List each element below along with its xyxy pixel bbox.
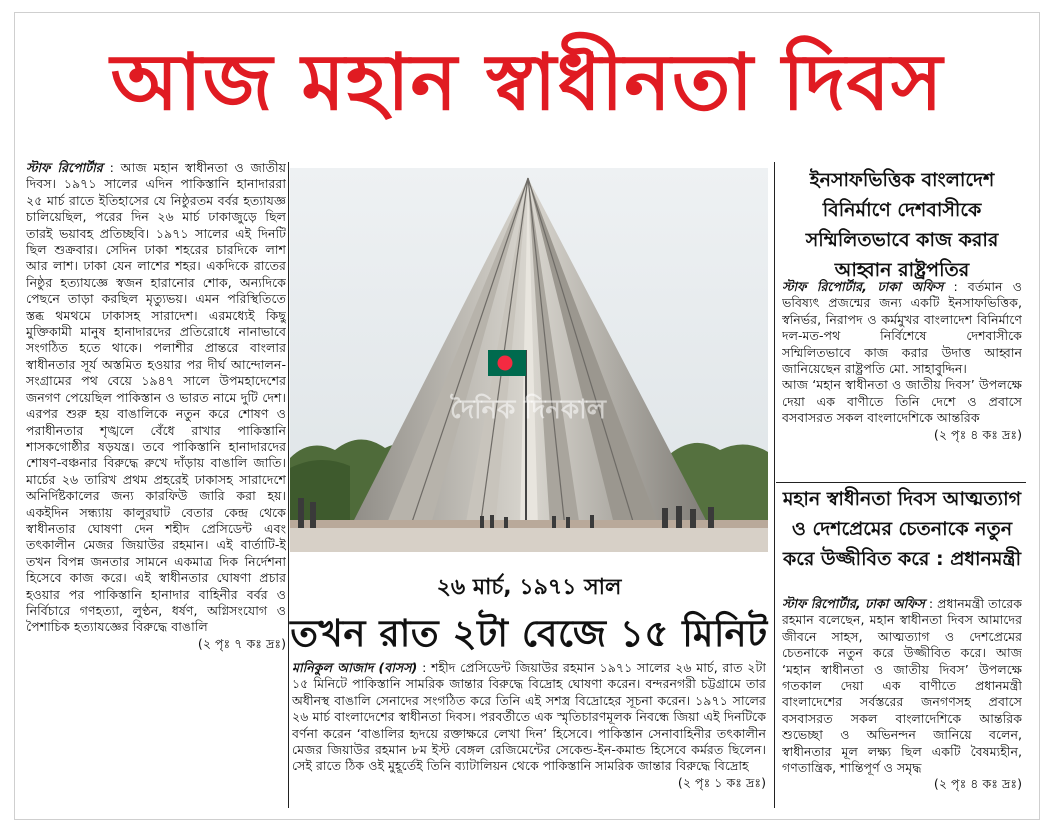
column-divider-left — [288, 162, 289, 808]
left-article-continuation: (২ পৃঃ ৭ কঃ দ্রঃ) — [197, 635, 286, 651]
column-divider-right — [774, 162, 775, 808]
main-headline: আজ মহান স্বাধীনতা দিবস — [110, 38, 944, 128]
newspaper-watermark: দৈনিক দিনকাল — [449, 395, 607, 425]
right-article-1-headline: ইনসাফভিত্তিক বাংলাদেশ বিনির্মাণে দেশবাসীকে সম্মিলিতভাবে কাজ করার আহ্বান রাষ্ট্রপতির — [805, 169, 999, 281]
center-article-body — [292, 660, 766, 775]
right-article-1-byline: স্টাফ রিপোর্টার, ঢাকা অফিস — [782, 279, 944, 294]
center-article-text: : শহীদ প্রেসিডেন্ট জিয়াউর রহমান ১৯৭১ সালের ২৬ মার্চ, রাত ২টা ১৫ মিনিটে পাকিস্তানি সামরিক জান্তার বিরুদ্ধে বিদ্রোহ ঘোষণা করেন। বন্দরনগরী চট্টগ্রামে তার অধীনস্থ বাঙালি সেনাদের সংগঠিত করে তিনি এই সশস্ত্র বিদ্রোহের সূচনা করেন। ১৯৭১ সালের ২৬ মার্চ বাংলাদেশের স্বাধীনতা দিবস। পরবর্তীতে এক স্মৃতিচারণমূলক নিবন্ধে জিয়া এই দিনটিকে বর্ণনা করেন ‘বাঙালির হৃদয়ে রক্তাক্ষরে লেখা দিন’ হিসেবে। পাকিস্তান সেনাবাহিনীর তৎকালীন মেজর জিয়াউর রহমান ৮ম ইস্ট বেঙ্গল রেজিমেন্টের সেকেন্ড-ইন-কমান্ড হিসেবে কর্মরত ছিলেন। সেই রাতে ঠিক ওই মুহূর্তেই তিনি ব্যাটালিয়ন থেকে পাকিস্তানি সামরিক জান্তার বিরুদ্ধে বিদ্রোহ — [292, 660, 766, 774]
center-article-byline: মানিকুল আজাদ (বাসস) — [292, 660, 418, 675]
center-article — [292, 660, 766, 810]
right-article-1-body — [782, 279, 1022, 377]
right-article-1-text: : বর্তমান ও ভবিষ্যৎ প্রজন্মের জন্য একটি ইনসাফভিত্তিক, স্বনির্ভর, নিরাপদ ও কর্মমুখর বাংলাদেশ বিনির্মাণে দল-মত-পথ নির্বিশেষে দেশবাসীকে সম্মিলিতভাবে কাজ করার উদাত্ত আহ্বান জানিয়েছেন রাষ্ট্রপতি মো. সাহাবুদ্দিন। — [782, 279, 1022, 377]
right-article-1-continuation: (২ পৃঃ ৪ কঃ দ্রঃ) — [933, 426, 1022, 442]
right-article-1 — [782, 279, 1022, 479]
right-article-divider — [776, 482, 1026, 483]
right-article-2-byline: স্টাফ রিপোর্টার, ঢাকা অফিস — [782, 596, 925, 611]
right-article-2-continuation: (২ পৃঃ ৪ কঃ দ্রঃ) — [933, 776, 1022, 792]
right-article-2-text: : প্রধানমন্ত্রী তারেক রহমান বলেছেন, মহান স্বাধীনতা দিবস আমাদের জীবনে সাহস, আত্মত্যাগ ও দেশপ্রেমের চেতনাকে নতুন করে উজ্জীবিত করে। আজ ‘মহান স্বাধীনতা ও জাতীয় দিবস’ উপলক্ষে গতকাল দেয়া এক বাণীতে প্রধানমন্ত্রী বাংলাদেশের সর্বস্তরের জনগণসহ প্রবাসে বসবাসরত সকল বাংলাদেশিকে আন্তরিক শুভেচ্ছা ও অভিনন্দন জানিয়ে বলেন, স্বাধীনতার মূল লক্ষ্য ছিল একটি বৈষম্যহীন, গণতান্ত্রিক, শান্তিপূর্ণ ও সমৃদ্ধ — [782, 596, 1022, 776]
right-article-2-body — [782, 596, 1022, 776]
right-article-2-headline: মহান স্বাধীনতা দিবস আত্মত্যাগ ও দেশপ্রেমের চেতনাকে নতুন করে উজ্জীবিত করে : প্রধানমন্ত্রী — [782, 488, 1022, 570]
left-article — [26, 160, 286, 810]
center-headline: তখন রাত ২টা বেজে ১৫ মিনিট — [290, 612, 768, 655]
center-date-line: ২৬ মার্চ, ১৯৭১ সাল — [436, 575, 622, 600]
left-article-body — [26, 160, 286, 636]
right-article-1-text-2: আজ ‘মহান স্বাধীনতা ও জাতীয় দিবস’ উপলক্ষে দেয়া এক বাণীতে তিনি দেশে ও প্রবাসে বসবাসরত সকল বাংলাদেশিকে আন্তরিক — [782, 377, 1022, 426]
national-memorial-image — [290, 168, 768, 552]
monument-photo — [290, 168, 768, 552]
right-article-2 — [782, 596, 1022, 810]
center-article-continuation: (২ পৃঃ ১ কঃ দ্রঃ) — [677, 774, 766, 790]
left-article-byline: স্টাফ রিপোর্টার — [26, 160, 103, 175]
left-article-text: : আজ মহান স্বাধীনতা ও জাতীয় দিবস। ১৯৭১ সালের এদিন পাকিস্তানি হানাদাররা ২৫ মার্চ রাতে ইতিহাসের যে নিষ্ঠুরতম বর্বর হত্যাযজ্ঞ চালিয়েছিল, পরের দিন ২৬ মার্চ ঢাকাজুড়ে ছিল তারই ভয়াবহ প্রতিচ্ছবি। ১৯৭১ সালের এই দিনটি ছিল শুক্রবার। সেদিন ঢাকা শহরের চারদিকে লাশ আর লাশ। ঢাকা যেন লাশের শহর। একদিকে রাতের নিষ্ঠুর হত্যাযজ্ঞে স্বজন হারানোর শোক, অন্যদিকে পেছনে তাড়া করছিল মৃত্যুভয়। এমন পরিস্থিতিতে স্তব্ধ থমথমে ঢাকাসহ সারাদেশ। এরমধ্যেই কিছু মুক্তিকামী মানুষ হানাদারদের প্রতিরোধে নানাভাবে সংগঠিত হতে থাকে। পলাশীর প্রান্তরে বাংলার স্বাধীনতার সূর্য অস্তমিত হওয়ার পর দীর্ঘ আন্দোলন-সংগ্রামের পথ বেয়ে ১৯৪৭ সালে উপমহাদেশের জনগণ পেয়েছিল পাকিস্তান ও ভারত নামে দুটি দেশ। এরপর শুরু হয় বাঙালিকে নতুন করে শোষণ ও পরাধীনতার শৃঙ্খলে বেঁধে রাখার পাকিস্তানি শাসকগোষ্ঠীর ষড়যন্ত্র। তবে পাকিস্তানি হানাদারদের শোষণ-বঞ্চনার বিরুদ্ধে রুখে দাঁড়ায় বাঙালি জাতি। মার্চের ২৬ তারিখ প্রথম প্রহরেই ঢাকাসহ সারাদেশে অনির্দিষ্টকালের জন্য কারফিউ জারি করা হয়। একইদিন সন্ধ্যায় কালুরঘাট বেতার কেন্দ্র থেকে স্বাধীনতার ঘোষণা দেন শহীদ প্রেসিডেন্ট এবং তৎকালীন মেজর জিয়াউর রহমান। এই বার্তাটি-ই তখন বিপন্ন জনতার সামনে একমাত্র দিক নির্দেশনা হিসেবে কাজ করে। এই স্বাধীনতার ঘোষণা প্রচার হওয়ার পর পাকিস্তানি হানাদার বাহিনীর বর্বর ও নির্বিচারে গণহত্যা, লুণ্ঠন, ধর্ষণ, অগ্নিসংযোগ ও পৈশাচিক হত্যাযজ্ঞের বিরুদ্ধে বাঙালি — [26, 160, 286, 635]
